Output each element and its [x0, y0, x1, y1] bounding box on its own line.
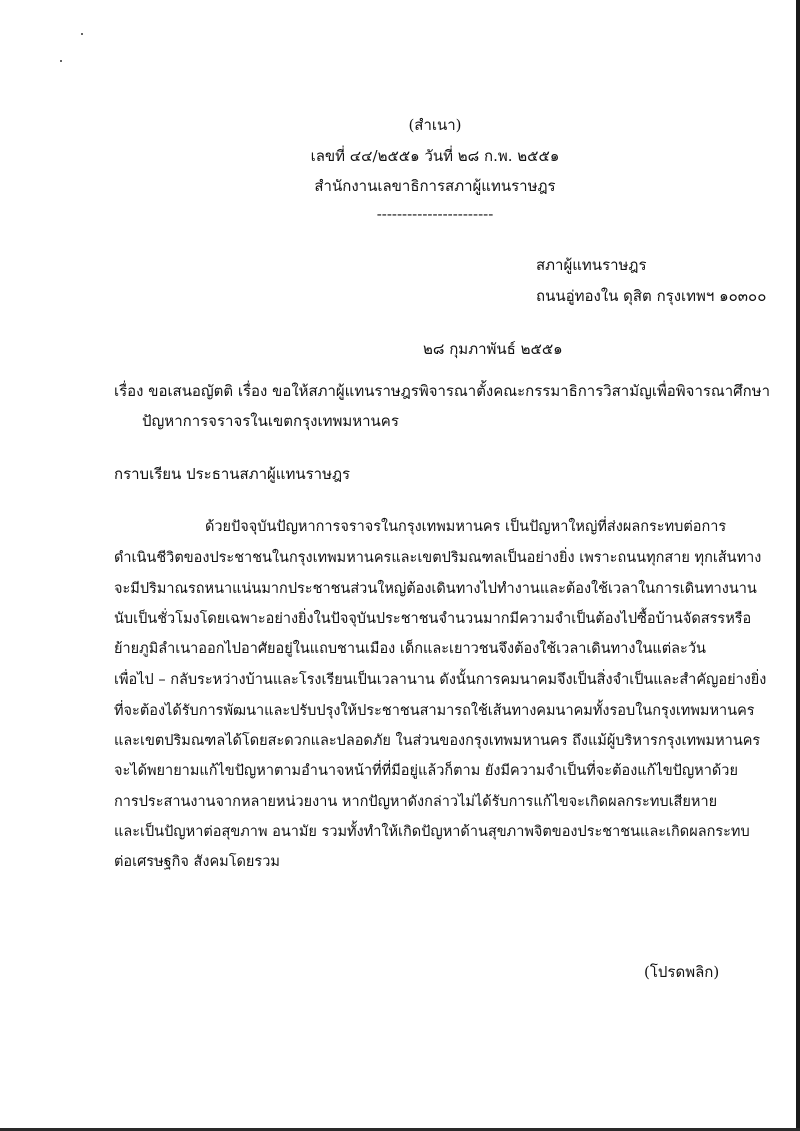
address-line-2: ถนนอู่ทองใน ดุสิต กรุงเทพฯ ๑๐๓๐๐ — [536, 287, 767, 305]
address-line-1: สภาผู้แทนราษฎร — [536, 256, 647, 274]
subject-line-1: เรื่อง ขอเสนอญัตติ เรื่อง ขอให้สภาผู้แทนราษฎรพิจารณาตั้งคณะกรรมาธิการวิสามัญเพื่อพิจารณาศึกษา — [114, 382, 771, 400]
body-line: การประสานงานจากหลายหน่วยงาน หากปัญหาดังกล่าวไม่ได้รับการแก้ไขจะเกิดผลกระทบเสียหาย — [114, 794, 718, 810]
letter-date: ๒๘ กุมภาพันธ์ ๒๕๕๑ — [423, 340, 563, 358]
document-number-line: เลขที่ ๔๔/๒๕๕๑ วันที่ ๒๘ ก.พ. ๒๕๕๑ — [310, 147, 560, 165]
salutation: กราบเรียน ประธานสภาผู้แทนราษฎร — [114, 465, 351, 483]
body-line: ต่อเศรษฐกิจ สังคมโดยรวม — [114, 854, 280, 870]
body-line: และเป็นปัญหาต่อสุขภาพ อนามัย รวมทั้งทำให้เกิดปัญหาด้านสุขภาพจิตของประชาชนและเกิดผลกระทบ — [114, 824, 750, 840]
body-line: ย้ายภูมิลำเนาออกไปอาศัยอยู่ในแถบชานเมือง เด็กและเยาวชนจึงต้องใช้เวลาเดินทางในแต่ละวัน — [114, 641, 706, 657]
issuing-organization: สำนักงานเลขาธิการสภาผู้แทนราษฎร — [314, 177, 556, 195]
copy-mark: (สำเนา) — [408, 116, 462, 134]
body-line: เพื่อไป – กลับระหว่างบ้านและโรงเรียนเป็นเวลานาน ดังนั้นการคมนาคมจึงเป็นสิ่งจำเป็นและสำคัญอย่างยิ่ง — [114, 672, 767, 688]
body-line: ที่จะต้องได้รับการพัฒนาและปรับปรุงให้ประชาชนสามารถใช้เส้นทางคมนาคมทั้งรอบในกรุงเทพมหานคร — [114, 703, 755, 719]
subject-line-2: ปัญหาการจราจรในเขตกรุงเทพมหานคร — [142, 412, 399, 430]
scan-speck — [60, 60, 62, 62]
body-line: จะมีปริมาณรถหนาแน่นมากประชาชนส่วนใหญ่ต้องเดินทางไปทำงานและต้องใช้เวลาในการเดินทางนาน — [114, 581, 757, 597]
body-line: ด้วยปัจจุบันปัญหาการจราจรในกรุงเทพมหานคร เป็นปัญหาใหญ่ที่ส่งผลกระทบต่อการ — [205, 519, 727, 535]
header-divider: ----------------------- — [376, 205, 494, 223]
body-line: นับเป็นชั่วโมงโดยเฉพาะอย่างยิ่งในปัจจุบันประชาชนจำนวนมากมีความจำเป็นต้องไปซื้อบ้านจัดสรรหรือ — [114, 611, 752, 627]
scan-edge-right — [796, 0, 800, 1131]
body-line: และเขตปริมณฑลได้โดยสะดวกและปลอดภัย ในส่วนของกรุงเทพมหานคร ถึงแม้ผู้บริหารกรุงเทพมหานคร — [114, 733, 761, 749]
body-line: จะได้พยายามแก้ไขปัญหาตามอำนาจหน้าที่ที่มีอยู่แล้วก็ตาม ยังมีความจำเป็นที่จะต้องแก้ไขปัญหาด้วย — [114, 763, 738, 779]
body-line: ดำเนินชีวิตของประชาชนในกรุงเทพมหานครและเขตปริมณฑลเป็นอย่างยิ่ง เพราะถนนทุกสาย ทุกเส้นทาง — [114, 550, 762, 566]
page-turn-note: (โปรดพลิก) — [644, 963, 720, 981]
scan-speck — [81, 33, 83, 35]
